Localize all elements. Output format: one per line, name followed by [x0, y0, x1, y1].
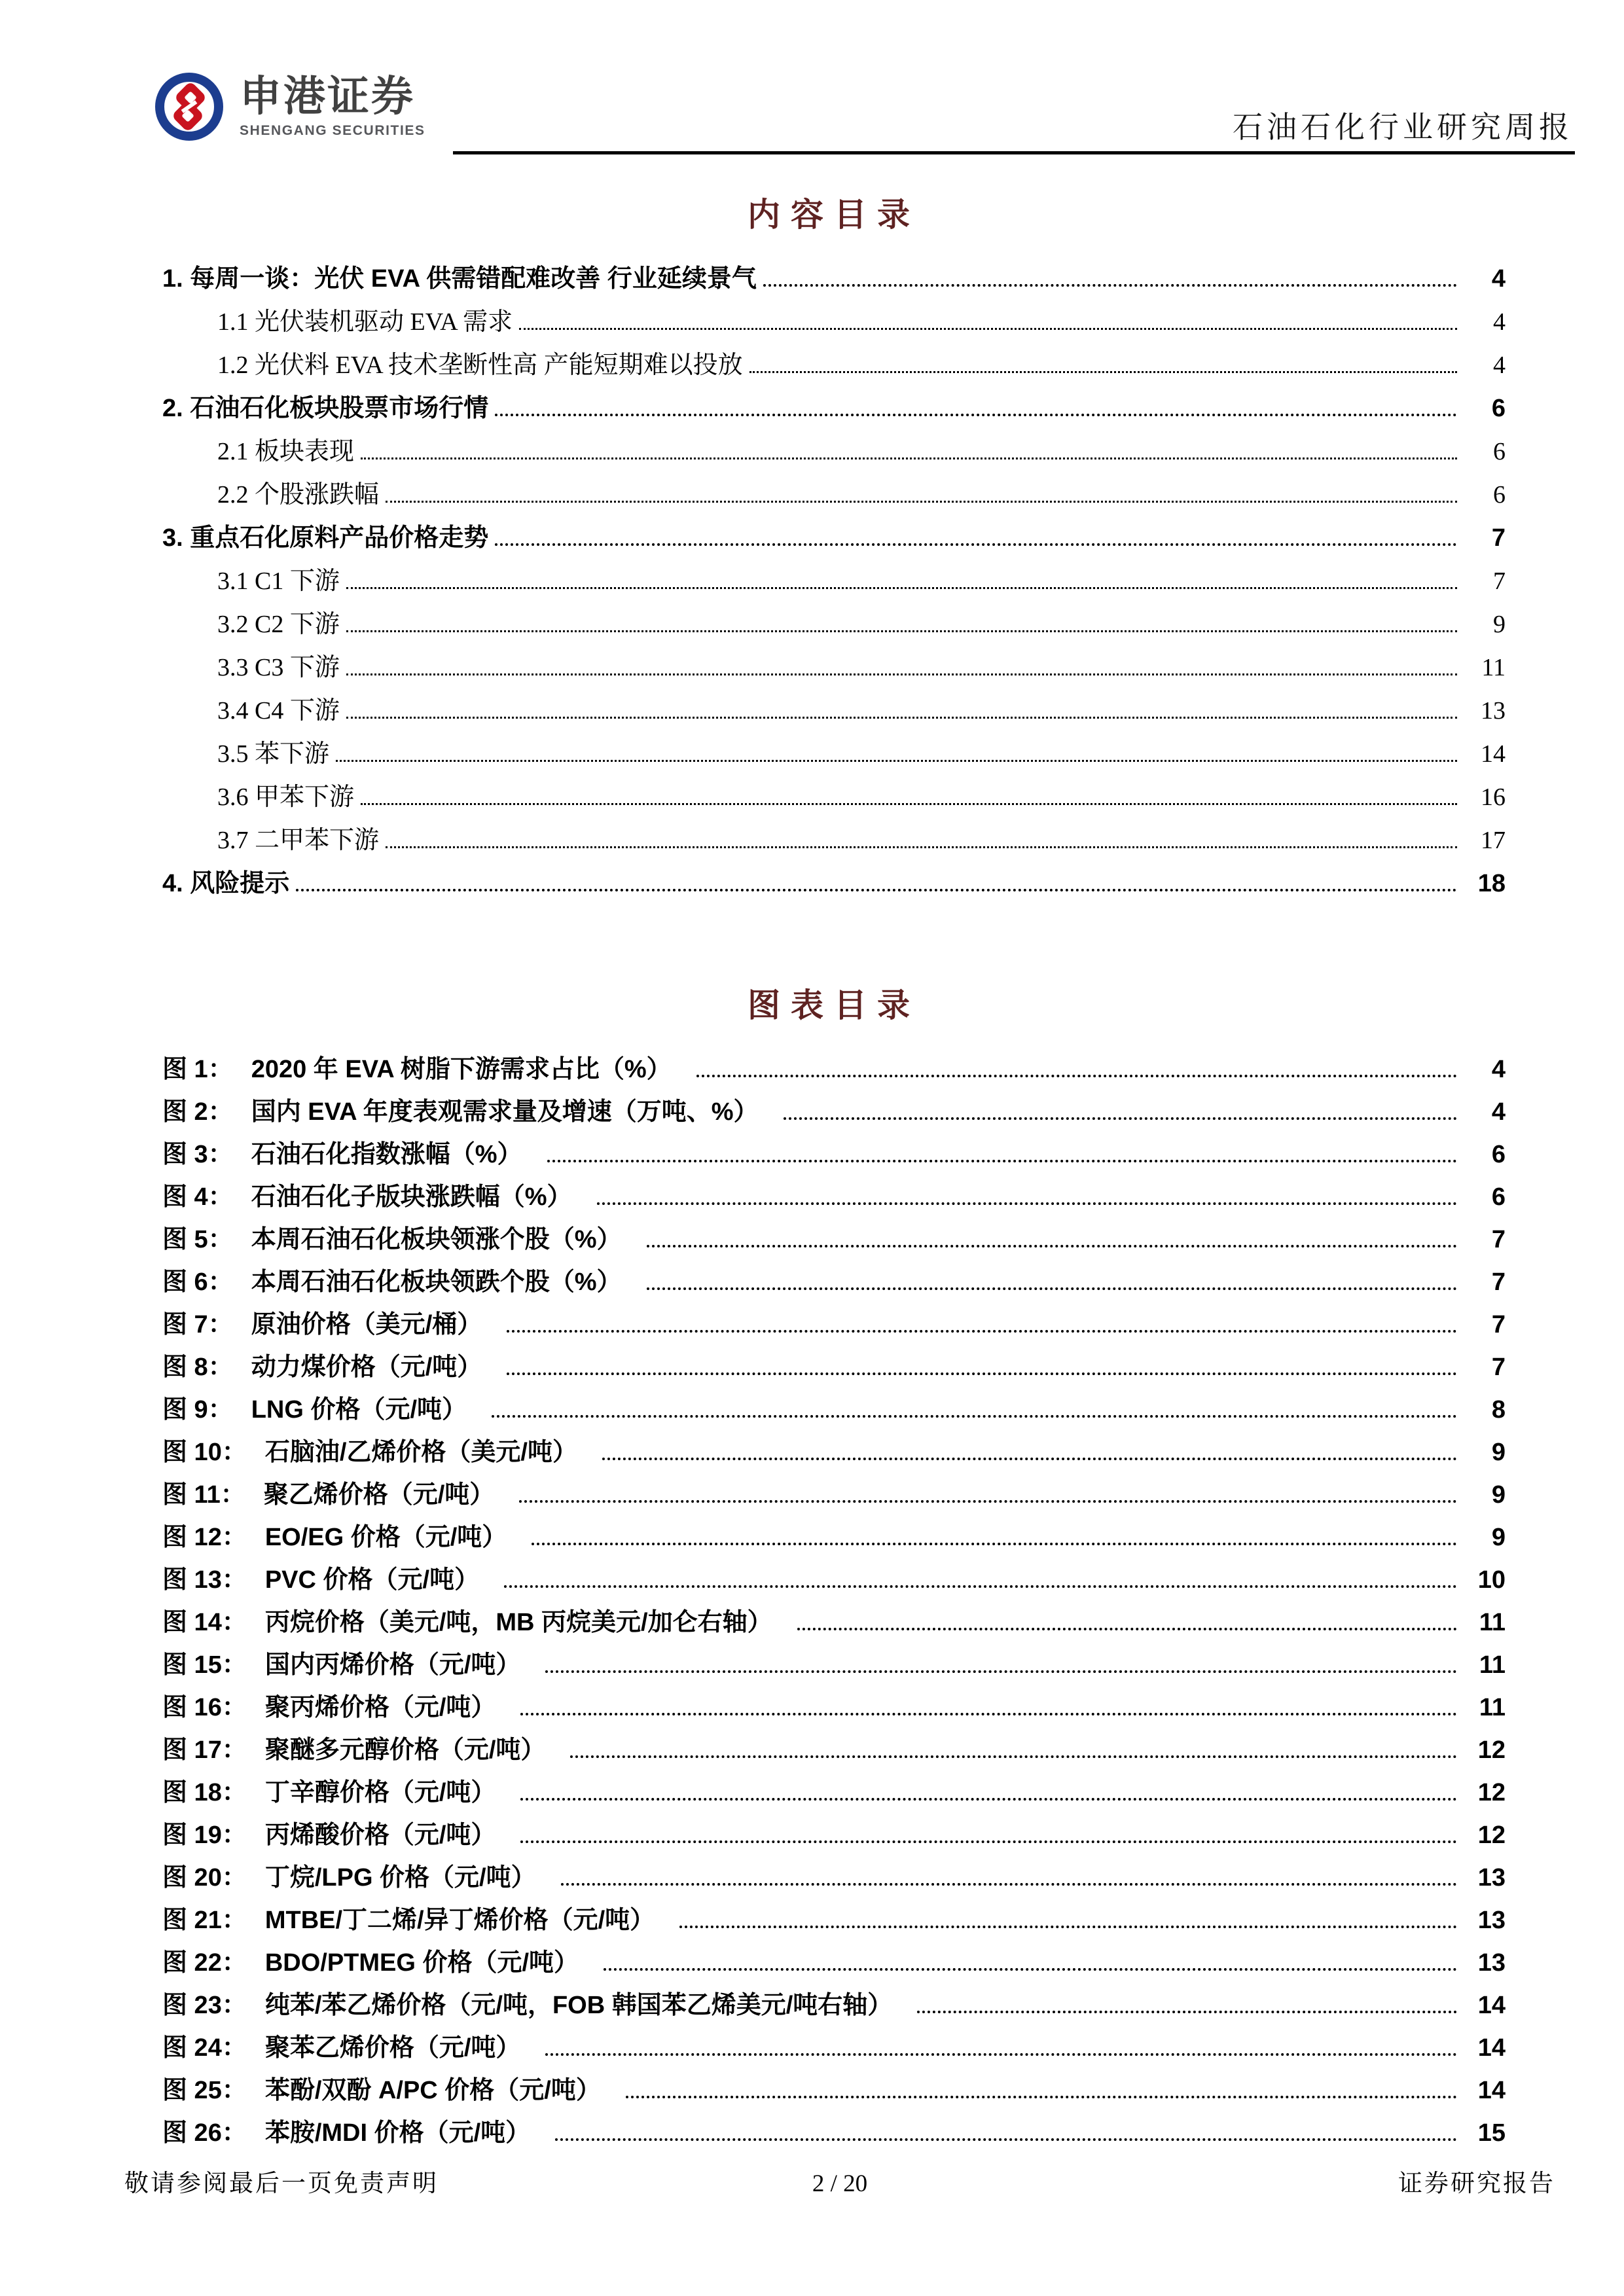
figure-entry-number: 图 22： — [162, 1949, 247, 1977]
toc-entry[interactable] — [162, 655, 1506, 681]
dot-leader — [626, 2096, 1457, 2098]
figure-entry-page: 14 — [1477, 2034, 1506, 2062]
figure-entry[interactable] — [162, 1652, 1506, 1678]
figure-entry[interactable] — [162, 1907, 1506, 1933]
figure-entry-title: 丁烷/LPG 价格（元/吨） — [264, 1864, 536, 1892]
toc-entry[interactable] — [162, 827, 1506, 853]
toc-entry-label: 3.4 C4 下游 — [217, 697, 340, 725]
figure-entry-title: 苯酚/双酚 A/PC 价格（元/吨） — [264, 2077, 601, 2104]
figure-entry-page: 10 — [1477, 1566, 1506, 1594]
figure-entry[interactable] — [162, 1865, 1506, 1891]
footer-page-indicator: 2 / 20 — [812, 2170, 868, 2197]
toc-entry[interactable] — [162, 439, 1506, 465]
figure-entry-title: 石油石化子版块涨跌幅（%） — [251, 1183, 572, 1211]
figure-entry[interactable] — [162, 1056, 1506, 1083]
figure-entry-page: 11 — [1479, 1651, 1506, 1679]
dot-leader — [917, 2011, 1457, 2013]
figure-entry-number: 图 19： — [162, 1821, 247, 1849]
figure-entry-page: 9 — [1491, 1439, 1506, 1466]
figure-entry[interactable] — [162, 1141, 1506, 1168]
figure-entry-number: 图 5： — [162, 1226, 233, 1253]
figure-entry-title: 原油价格（美元/桶） — [251, 1311, 482, 1338]
figure-entry[interactable] — [162, 1567, 1506, 1593]
dot-leader — [520, 1713, 1457, 1715]
toc-entry-label: 3.1 C1 下游 — [217, 567, 340, 595]
figure-entry-number: 图 26： — [162, 2119, 247, 2147]
figure-entry[interactable] — [162, 1184, 1506, 1210]
dot-leader — [763, 284, 1457, 287]
dot-leader — [346, 673, 1457, 675]
figure-entry-page: 12 — [1477, 1821, 1506, 1849]
toc-entry-page: 16 — [1481, 783, 1506, 811]
figure-entry-title: 石脑油/乙烯价格（美元/吨） — [264, 1439, 577, 1466]
dot-leader — [547, 1160, 1458, 1162]
figure-entry-number: 图 24： — [162, 2034, 247, 2062]
dot-leader — [749, 371, 1457, 373]
figure-entry-number: 图 23： — [162, 1992, 247, 2019]
figure-entry-page: 9 — [1491, 1524, 1506, 1551]
figure-entry-title: 动力煤价格（元/吨） — [251, 1354, 482, 1381]
figure-entry-number: 图 3： — [162, 1141, 233, 1168]
figure-entry-page: 7 — [1491, 1354, 1506, 1381]
figure-entry[interactable] — [162, 1439, 1506, 1465]
toc-entry[interactable] — [162, 784, 1506, 810]
figure-entry-page: 7 — [1491, 1311, 1506, 1338]
toc-entry-page: 4 — [1493, 351, 1506, 379]
figure-entry-page: 14 — [1477, 1992, 1506, 2019]
toc-entry[interactable] — [162, 395, 1506, 422]
figure-entry[interactable] — [162, 2077, 1506, 2104]
dot-leader — [507, 1330, 1457, 1333]
figure-entry-title: 国内丙烯价格（元/吨） — [264, 1651, 521, 1679]
toc-entry-page: 6 — [1491, 395, 1506, 422]
figure-entry-number: 图 16： — [162, 1694, 247, 1721]
dot-leader — [784, 1117, 1457, 1120]
figure-entry[interactable] — [162, 2035, 1506, 2061]
figure-entry-title: 聚乙烯价格（元/吨） — [263, 1481, 495, 1509]
figure-entry-title: 聚苯乙烯价格（元/吨） — [264, 2034, 521, 2062]
figure-entry-number: 图 20： — [162, 1864, 247, 1892]
figure-entry-title: LNG 价格（元/吨） — [251, 1396, 467, 1424]
logo-name-en: SHENGANG SECURITIES — [240, 122, 425, 138]
dot-leader — [532, 1543, 1457, 1545]
toc-entry-label: 3.6 甲苯下游 — [217, 783, 355, 811]
toc-entry-label: 3.3 C3 下游 — [217, 654, 340, 681]
figure-entry-title: 国内 EVA 年度表观需求量及增速（万吨、%） — [251, 1098, 759, 1126]
footer-disclaimer: 敬请参阅最后一页免责声明 — [124, 2170, 439, 2197]
figure-entry-number: 图 13： — [162, 1566, 247, 1594]
figure-entry-title: 纯苯/苯乙烯价格（元/吨，FOB 韩国苯乙烯美元/吨右轴） — [264, 1992, 893, 2019]
toc-entry-page: 11 — [1481, 654, 1506, 681]
figure-entry-number: 图 18： — [162, 1779, 247, 1806]
contents-toc-section — [162, 188, 1506, 914]
figure-entry-title: 丙烷价格（美元/吨，MB 丙烷美元/加仑右轴） — [264, 1609, 772, 1636]
figure-entry-page: 9 — [1491, 1481, 1506, 1509]
figure-entry-number: 图 8： — [162, 1354, 233, 1381]
toc-entry[interactable] — [162, 698, 1506, 724]
figure-entry[interactable] — [162, 1269, 1506, 1295]
figure-entry-number: 图 2： — [162, 1098, 233, 1126]
dot-leader — [545, 2053, 1457, 2056]
dot-leader — [504, 1585, 1457, 1588]
toc-entry[interactable] — [162, 482, 1506, 508]
figures-toc-list — [162, 1056, 1506, 2146]
dot-leader — [797, 1628, 1457, 1630]
toc-entry-label: 1.2 光伏料 EVA 技术垄断性高 产能短期难以投放 — [217, 351, 743, 379]
figure-entry-page: 11 — [1479, 1609, 1506, 1636]
dot-leader — [495, 414, 1457, 416]
report-type-label: 石油石化行业研究周报 — [1233, 111, 1573, 144]
figure-entry-page: 8 — [1491, 1396, 1506, 1424]
figure-entry-number: 图 4： — [162, 1183, 233, 1211]
figure-entry-page: 12 — [1477, 1779, 1506, 1806]
toc-entry-page: 13 — [1481, 697, 1506, 725]
figure-entry-page: 6 — [1491, 1183, 1506, 1211]
toc-entry-page: 18 — [1477, 870, 1506, 897]
figure-entry-title: 石油石化指数涨幅（%） — [251, 1141, 522, 1168]
dot-leader — [361, 803, 1457, 805]
dot-leader — [519, 1500, 1457, 1503]
dot-leader — [647, 1287, 1458, 1290]
figure-entry-page: 13 — [1477, 1949, 1506, 1977]
dot-leader — [346, 717, 1457, 719]
figure-entry[interactable] — [162, 1397, 1506, 1423]
toc-entry-page: 4 — [1493, 308, 1506, 336]
toc-entry-label: 2.2 个股涨跌幅 — [217, 481, 380, 509]
dot-leader — [519, 328, 1457, 330]
figure-entry-page: 13 — [1477, 1907, 1506, 1934]
figure-entry[interactable] — [162, 1737, 1506, 1763]
dot-leader — [602, 1458, 1457, 1460]
figure-entry[interactable] — [162, 1482, 1506, 1508]
figure-entry-number: 图 11： — [162, 1481, 245, 1509]
figure-entry-number: 图 9： — [162, 1396, 233, 1424]
figure-entry-title: 本周石油石化板块领涨个股（%） — [251, 1226, 622, 1253]
figure-entry-title: 苯胺/MDI 价格（元/吨） — [264, 2119, 531, 2147]
figure-entry-page: 13 — [1477, 1864, 1506, 1892]
figure-entry-title: 丙烯酸价格（元/吨） — [264, 1821, 496, 1849]
figure-entry-title: 丁辛醇价格（元/吨） — [264, 1779, 496, 1806]
dot-leader — [495, 543, 1457, 546]
toc-entry[interactable] — [162, 611, 1506, 637]
figure-entry-title: 本周石油石化板块领跌个股（%） — [251, 1268, 622, 1296]
toc-entry-label: 4. 风险提示 — [162, 870, 290, 897]
figure-entry-title: 聚丙烯价格（元/吨） — [264, 1694, 496, 1721]
footer-doc-type: 证券研究报告 — [1398, 2170, 1555, 2197]
figure-entry-number: 图 17： — [162, 1736, 247, 1764]
toc-entry[interactable] — [162, 266, 1506, 292]
figure-entry-number: 图 6： — [162, 1268, 233, 1296]
figure-entry-number: 图 7： — [162, 1311, 233, 1338]
dot-leader — [597, 1202, 1458, 1205]
dot-leader — [570, 1755, 1457, 1758]
figure-entry[interactable] — [162, 1099, 1506, 1125]
dot-leader — [386, 501, 1457, 503]
figure-entry[interactable] — [162, 2120, 1506, 2146]
figure-entry-page: 7 — [1491, 1226, 1506, 1253]
dot-leader — [679, 1926, 1457, 1928]
dot-leader — [386, 846, 1457, 848]
toc-entry-label: 3.5 苯下游 — [217, 740, 330, 768]
figure-entry[interactable] — [162, 1227, 1506, 1253]
toc-entry[interactable] — [162, 870, 1506, 897]
figure-entry-number: 图 25： — [162, 2077, 247, 2104]
figure-entry-number: 图 14： — [162, 1609, 247, 1636]
toc-entry-page: 9 — [1493, 611, 1506, 638]
figure-entry-title: MTBE/丁二烯/异丁烯价格（元/吨） — [264, 1907, 655, 1934]
toc-entry-label: 2. 石油石化板块股票市场行情 — [162, 395, 489, 422]
figure-entry[interactable] — [162, 1950, 1506, 1976]
dot-leader — [555, 2138, 1457, 2141]
toc-entry-label: 1. 每周一谈：光伏 EVA 供需错配难改善 行业延续景气 — [162, 265, 757, 293]
dot-leader — [604, 1968, 1457, 1971]
figure-entry-title: PVC 价格（元/吨） — [264, 1566, 480, 1594]
figure-entry[interactable] — [162, 1992, 1506, 2018]
toc-entry-label: 3. 重点石化原料产品价格走势 — [162, 524, 489, 552]
page-footer — [124, 2163, 1555, 2198]
shengang-logo-icon — [154, 72, 224, 141]
dot-leader — [647, 1245, 1458, 1247]
figure-entry-number: 图 10： — [162, 1439, 247, 1466]
toc-entry-page: 6 — [1493, 438, 1506, 465]
figure-entry[interactable] — [162, 1695, 1506, 1721]
dot-leader — [361, 457, 1457, 459]
contents-toc-title: 内容目录 — [748, 196, 920, 233]
header-divider — [453, 151, 1575, 154]
logo-name-cn: 申港证券 — [240, 73, 415, 120]
toc-entry-label: 3.7 二甲苯下游 — [217, 827, 380, 854]
figure-entry-title: EO/EG 价格（元/吨） — [264, 1524, 507, 1551]
dot-leader — [507, 1372, 1457, 1375]
figure-entry-number: 图 15： — [162, 1651, 247, 1679]
toc-entry-page: 14 — [1481, 740, 1506, 768]
dot-leader — [492, 1415, 1457, 1418]
dot-leader — [346, 630, 1457, 632]
figure-entry-page: 7 — [1491, 1268, 1506, 1296]
toc-entry-page: 7 — [1491, 524, 1506, 552]
dot-leader — [561, 1883, 1457, 1886]
figure-entry-page: 6 — [1491, 1141, 1506, 1168]
toc-entry[interactable] — [162, 525, 1506, 551]
dot-leader — [520, 1798, 1457, 1801]
figure-entry[interactable] — [162, 1609, 1506, 1636]
dot-leader — [336, 760, 1457, 762]
dot-leader — [696, 1075, 1457, 1077]
figure-entry[interactable] — [162, 1354, 1506, 1380]
figures-toc-title: 图表目录 — [748, 987, 920, 1024]
toc-entry-label: 3.2 C2 下游 — [217, 611, 340, 638]
figure-entry[interactable] — [162, 1822, 1506, 1848]
figure-entry-page: 14 — [1477, 2077, 1506, 2104]
figure-entry-title: 2020 年 EVA 树脂下游需求占比（%） — [251, 1056, 672, 1083]
figure-entry-page: 15 — [1477, 2119, 1506, 2147]
dot-leader — [346, 587, 1457, 589]
figure-entry-number: 图 12： — [162, 1524, 247, 1551]
toc-entry-page: 6 — [1493, 481, 1506, 509]
figure-entry-page: 4 — [1491, 1056, 1506, 1083]
toc-entry[interactable] — [162, 741, 1506, 767]
figure-entry-page: 4 — [1491, 1098, 1506, 1126]
figure-entry-page: 12 — [1477, 1736, 1506, 1764]
figure-entry-title: BDO/PTMEG 价格（元/吨） — [264, 1949, 579, 1977]
dot-leader — [545, 1670, 1457, 1673]
toc-entry[interactable] — [162, 309, 1506, 335]
dot-leader — [520, 1840, 1457, 1843]
figure-entry-number: 图 1： — [162, 1056, 233, 1083]
figure-entry[interactable] — [162, 1524, 1506, 1551]
dot-leader — [296, 889, 1457, 891]
toc-entry-label: 2.1 板块表现 — [217, 438, 355, 465]
contents-toc-list — [162, 266, 1506, 897]
toc-entry-label: 1.1 光伏装机驱动 EVA 需求 — [217, 308, 513, 336]
toc-entry-page: 7 — [1493, 567, 1506, 595]
figure-entry-page: 11 — [1479, 1694, 1506, 1721]
figure-entry-number: 图 21： — [162, 1907, 247, 1934]
logo-text — [240, 75, 425, 138]
figure-entry-title: 聚醚多元醇价格（元/吨） — [264, 1736, 546, 1764]
toc-entry-page: 17 — [1481, 827, 1506, 854]
figures-toc-section — [162, 979, 1506, 2162]
company-logo — [154, 72, 425, 141]
toc-entry[interactable] — [162, 568, 1506, 594]
figure-entry[interactable] — [162, 1780, 1506, 1806]
toc-entry-page: 4 — [1491, 265, 1506, 293]
figure-entry[interactable] — [162, 1312, 1506, 1338]
toc-entry[interactable] — [162, 352, 1506, 378]
